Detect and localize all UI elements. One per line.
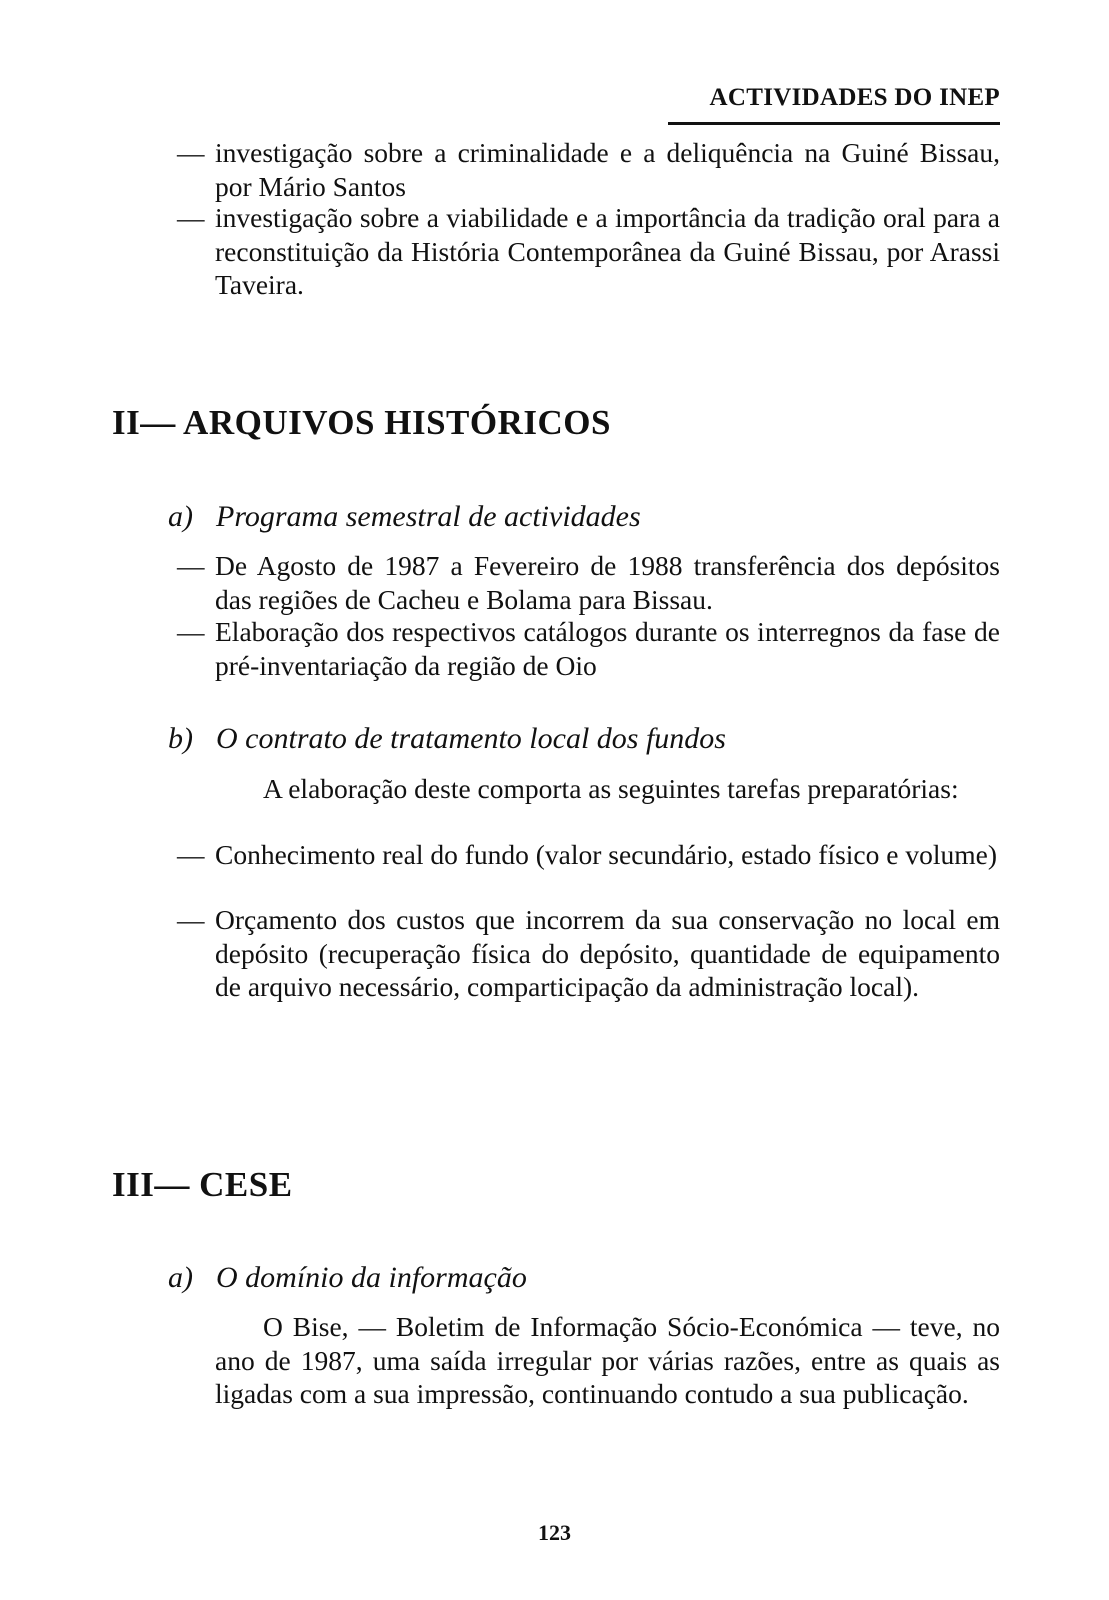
subsection-letter: a) — [168, 500, 193, 533]
dash-bullet: — — [177, 904, 205, 935]
subsection-letter: a) — [168, 1261, 193, 1294]
list-item — [177, 136, 1000, 203]
subsection-title: O domínio da informação — [216, 1261, 527, 1294]
dash-bullet: — — [177, 550, 205, 581]
subsection-letter: b) — [168, 722, 193, 755]
list-item — [177, 201, 1000, 302]
page-number: 123 — [538, 1520, 571, 1545]
dash-bullet: — — [177, 137, 205, 168]
dash-bullet: — — [177, 839, 205, 870]
list-item-text: Elaboração dos respectivos catálogos durante os interregnos da fase de pré-inventariação da região de Oio — [215, 616, 1000, 681]
subsection-title: Programa semestral de actividades — [216, 500, 641, 533]
dash-bullet: — — [177, 202, 205, 233]
subsection-heading-contrato — [168, 722, 726, 756]
paragraph-intro: A elaboração deste comporta as seguintes tarefas preparatórias: — [263, 773, 959, 804]
paragraph-bise: O Bise, — Boletim de Informação Sócio-Económica — teve, no ano de 1987, uma saída irregular por várias razões, entre as quais as ligadas com a sua impressão, continuando contudo a sua publicação. — [215, 1311, 1000, 1409]
list-item-text: De Agosto de 1987 a Fevereiro de 1988 transferência dos depósitos das regiões de Cacheu e Bolama para Bissau. — [215, 550, 1000, 615]
section-title-cese: III— CESE — [112, 1165, 293, 1204]
list-item-text: Orçamento dos custos que incorrem da sua conservação no local em depósito (recuperação física do depósito, quantidade de equipamento de arquivo necessário, comparticipação da administração local). — [215, 904, 1000, 1002]
list-item-text: Conhecimento real do fundo (valor secundário, estado físico e volume) — [215, 839, 997, 870]
list-item — [177, 903, 1000, 1004]
subsection-heading-dominio — [168, 1261, 527, 1295]
list-item — [177, 838, 1000, 872]
dash-bullet: — — [177, 616, 205, 647]
header-rule — [668, 122, 1000, 125]
list-item — [177, 549, 1000, 616]
section-title-arquivos: II— ARQUIVOS HISTÓRICOS — [112, 403, 611, 442]
subsection-heading-programa — [168, 500, 641, 534]
running-header: ACTIVIDADES DO INEP — [709, 84, 1000, 111]
list-item-text: investigação sobre a criminalidade e a deliquência na Guiné Bissau, por Mário Santos — [215, 137, 1000, 202]
list-item — [177, 615, 1000, 682]
subsection-title: O contrato de tratamento local dos fundos — [216, 722, 726, 755]
list-item-text: investigação sobre a viabilidade e a importância da tradição oral para a reconstituição da História Contemporânea da Guiné Bissau, por Arassi Taveira. — [215, 202, 1000, 300]
